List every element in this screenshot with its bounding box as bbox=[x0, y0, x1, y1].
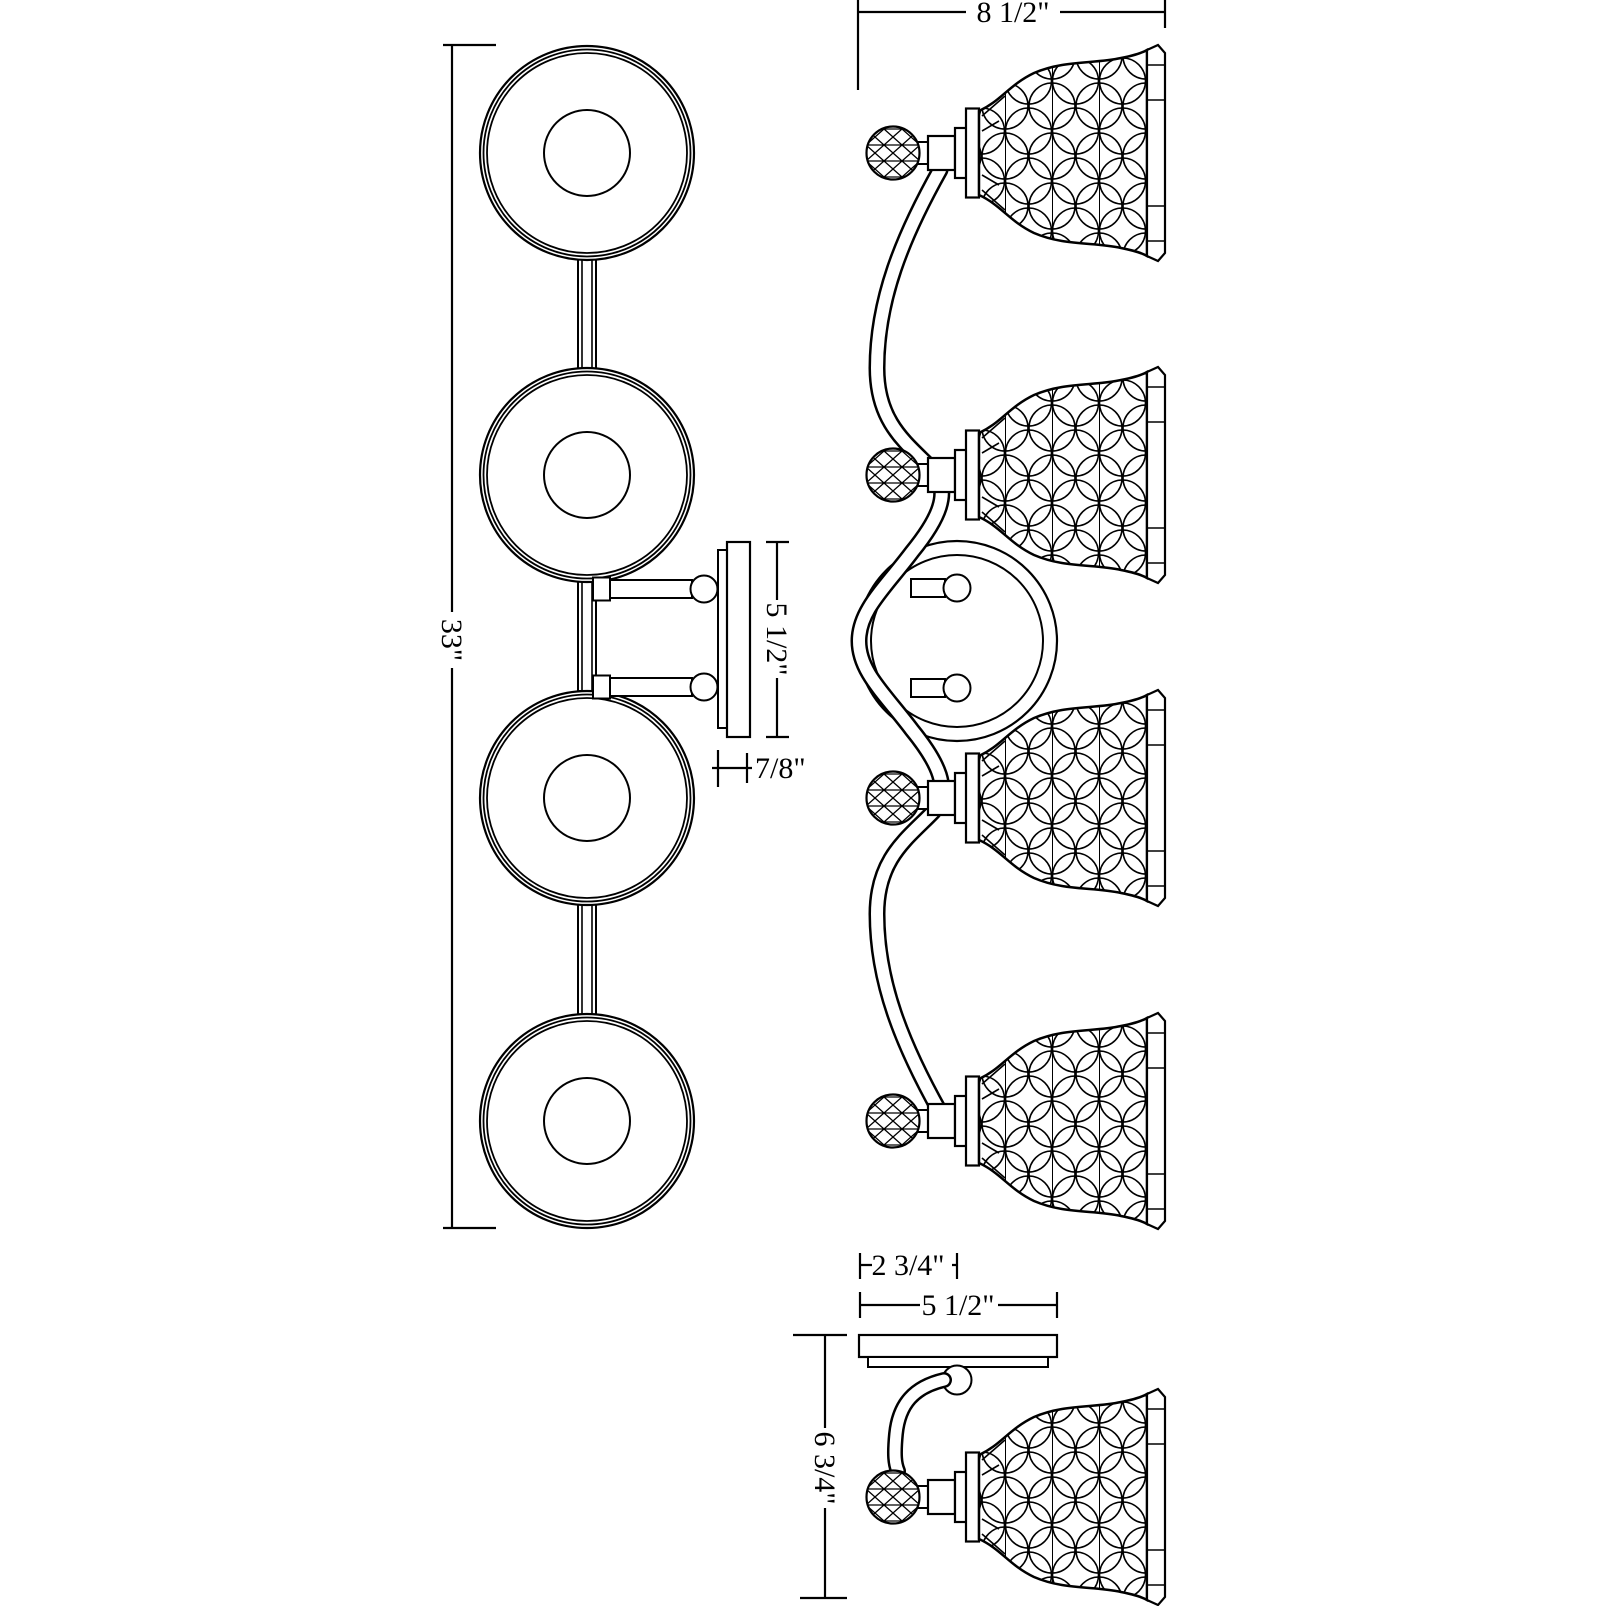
dimension-backplate-depth bbox=[712, 750, 806, 787]
dimension-shade-drop-label: 6 3/4" bbox=[808, 1431, 841, 1505]
dimension-overall-height bbox=[435, 45, 496, 1228]
shade-opening-3 bbox=[480, 691, 694, 905]
detail-arm bbox=[895, 1380, 944, 1471]
dimension-extension-label: 8 1/2" bbox=[976, 0, 1050, 29]
dimension-backplate-depth-label: 7/8" bbox=[755, 752, 806, 785]
dimension-backplate-height bbox=[760, 542, 793, 737]
detail-lamp-unit bbox=[867, 1389, 1166, 1605]
dimension-overall-height-label: 33" bbox=[435, 618, 468, 662]
dimension-backplate-width-label: 5 1/2" bbox=[921, 1289, 995, 1322]
detail-backplate bbox=[859, 1335, 1057, 1367]
shade-opening-4 bbox=[480, 1014, 694, 1228]
side-view bbox=[857, 0, 1165, 1229]
mount-screw-lower bbox=[911, 675, 971, 702]
dimension-pivot-offset bbox=[860, 1249, 957, 1282]
detail-view bbox=[793, 1249, 1165, 1605]
dimension-backplate-height-label: 5 1/2" bbox=[760, 602, 793, 676]
shade-opening-1 bbox=[480, 46, 694, 260]
mount-post-upper bbox=[593, 576, 718, 603]
dimension-backplate-width bbox=[860, 1289, 1057, 1322]
mount-post-lower bbox=[593, 674, 718, 701]
backplate-edge bbox=[718, 542, 750, 737]
dimension-pivot-offset-label: 2 3/4" bbox=[871, 1249, 945, 1282]
dimension-shade-drop bbox=[793, 1335, 847, 1598]
mount-screw-upper bbox=[911, 575, 971, 602]
front-view bbox=[435, 45, 806, 1228]
shade-opening-2 bbox=[480, 368, 694, 582]
